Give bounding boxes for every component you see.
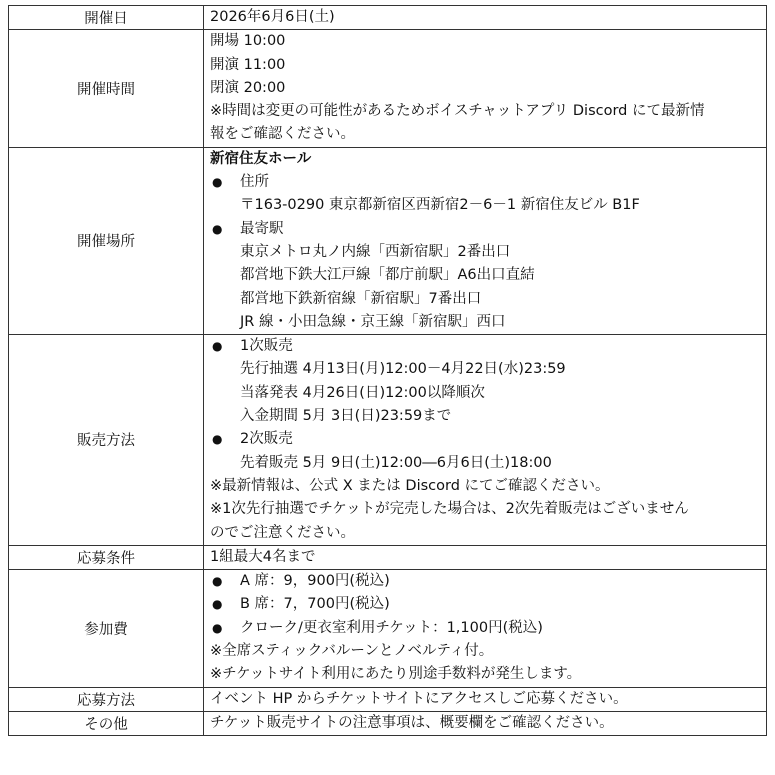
row-content: [204, 6, 767, 30]
text-line: ※全席スティックバルーンとノベルティ付。: [210, 643, 494, 660]
bullet-item: [210, 617, 762, 640]
bullet-icon: ●: [212, 574, 223, 589]
event-info-table: [8, 5, 767, 736]
row-label: 開催日: [9, 6, 204, 30]
bullet-text: 2次販売: [240, 431, 293, 448]
bullet-icon: ●: [212, 597, 223, 612]
text-line: イベント HP からチケットサイトにアクセスしご応募ください。: [210, 690, 628, 707]
text-line: ※1次先行抽選でチケットが完売した場合は、2次先着販売はございません: [210, 501, 689, 518]
text-line: 開演 11:00: [210, 56, 286, 73]
bullet-item: [210, 335, 762, 358]
bullet-item: [210, 593, 762, 616]
text-line: 1組最大4名まで: [210, 548, 316, 565]
row-label: 開催場所: [9, 147, 204, 334]
row-content: [204, 711, 767, 735]
row-content: [204, 147, 767, 334]
row-label: 開催時間: [9, 30, 204, 147]
detail-line: 入金期間 5月 3日(日)23:59まで: [240, 408, 452, 425]
row-label: 応募方法: [9, 687, 204, 711]
bullet-text: 1次販売: [240, 338, 293, 355]
venue-name: 新宿住友ホール: [210, 150, 312, 167]
table-row: [9, 335, 767, 546]
detail-line: JR 線・小田急線・京王線「新宿駅」西口: [240, 313, 506, 330]
row-content: [204, 30, 767, 147]
bullet-icon: ●: [212, 175, 223, 190]
bullet-icon: ●: [212, 432, 223, 447]
bullet-text: B 席：7，700円(税込): [240, 596, 390, 613]
table-row: [9, 545, 767, 569]
row-label: 応募条件: [9, 545, 204, 569]
row-content: [204, 570, 767, 687]
text-line: 報をご確認ください。: [210, 126, 355, 143]
row-label: 販売方法: [9, 335, 204, 546]
row-content: [204, 545, 767, 569]
event-info-document: [8, 5, 767, 736]
bullet-text: 住所: [240, 174, 269, 191]
table-row: [9, 6, 767, 30]
text-line: ※時間は変更の可能性があるためボイスチャットアプリ Discord にて最新情: [210, 103, 705, 120]
bullet-text: 最寄駅: [240, 220, 284, 237]
bullet-item: [210, 171, 762, 194]
detail-line: 先着販売 5月 9日(土)12:00―6月6日(土)18:00: [240, 454, 552, 471]
detail-line: 都営地下鉄新宿線「新宿駅」7番出口: [240, 290, 482, 307]
text-line: ※最新情報は、公式 X または Discord にてご確認ください。: [210, 477, 610, 494]
text-line: ※チケットサイト利用にあたり別途手数料が発生します。: [210, 666, 582, 683]
text-line: 開場 10:00: [210, 33, 286, 50]
table-row: [9, 30, 767, 147]
table-row: [9, 570, 767, 687]
row-content: [204, 687, 767, 711]
table-row: [9, 147, 767, 334]
row-content: [204, 335, 767, 546]
text-line: チケット販売サイトの注意事項は、概要欄をご確認ください。: [210, 714, 614, 731]
row-label: その他: [9, 711, 204, 735]
bullet-icon: ●: [212, 339, 223, 354]
bullet-text: クローク/更衣室利用チケット：1,100円(税込): [240, 619, 543, 636]
table-row: [9, 711, 767, 735]
detail-line: 先行抽選 4月13日(月)12:00－4月22日(水)23:59: [240, 361, 566, 378]
event-info-table-body: [9, 6, 767, 736]
text-line: 閉演 20:00: [210, 79, 286, 96]
bullet-icon: ●: [212, 221, 223, 236]
row-label: 参加費: [9, 570, 204, 687]
bullet-icon: ●: [212, 620, 223, 635]
detail-line: 東京メトロ丸ノ内線「西新宿駅」2番出口: [240, 243, 511, 260]
bullet-item: [210, 428, 762, 451]
table-row: [9, 687, 767, 711]
bullet-text: A 席：9，900円(税込): [240, 573, 390, 590]
bullet-item: [210, 570, 762, 593]
detail-line: 都営地下鉄大江戸線「都庁前駅」A6出口直結: [240, 267, 535, 284]
detail-line: 当落発表 4月26日(日)12:00以降順次: [240, 384, 485, 401]
text-line: 2026年6月6日(土): [210, 9, 335, 25]
bullet-item: [210, 218, 762, 241]
text-line: のでご注意ください。: [210, 524, 355, 541]
detail-line: 〒163-0290 東京都新宿区西新宿2－6－1 新宿住友ビル B1F: [240, 197, 640, 214]
